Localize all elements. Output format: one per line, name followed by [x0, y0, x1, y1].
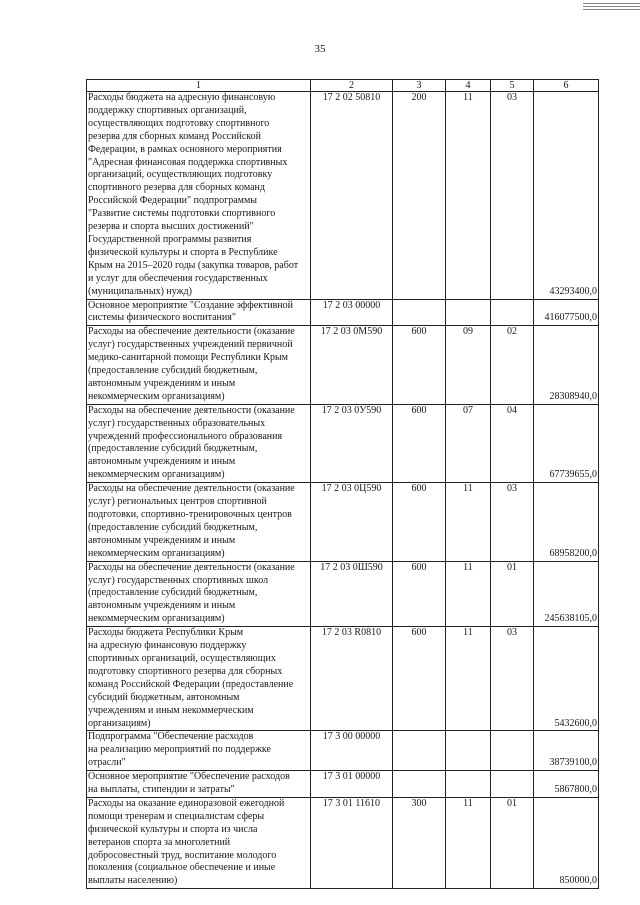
- description-line: Основное мероприятие "Создание эффективной: [88, 299, 294, 311]
- description-line: (предоставление субсидий бюджетным,: [88, 521, 258, 533]
- description-line: Основное мероприятие "Обеспечение расходов: [88, 771, 290, 783]
- description-line: медико-санитарной помощи Республики Крым: [88, 352, 289, 364]
- description-line: поддержку спортивных организаций,: [88, 104, 247, 116]
- description-line: Крым на 2015–2020 годы (закупка товаров, работ: [88, 259, 299, 271]
- budget-classification-code: 17 2 03 0Ш590: [311, 561, 393, 627]
- description-line: помощи тренерам и специалистам сферы: [88, 810, 265, 822]
- expense-type-code: 600: [393, 483, 446, 561]
- description-line: Расходы на оказание единоразовой ежегодной: [88, 797, 285, 809]
- description-line: Государственной программы развития: [88, 233, 252, 245]
- description-line: учреждениям и иным некоммерческим: [88, 704, 254, 716]
- section-code: [446, 731, 491, 771]
- description-line: некоммерческим организациям): [88, 547, 225, 559]
- table-row: [87, 627, 599, 731]
- table-row: [87, 797, 599, 888]
- table-row: [87, 299, 599, 326]
- budget-classification-code: 17 3 01 11610: [311, 797, 393, 888]
- subsection-code: 01: [491, 797, 534, 888]
- amount-value: 43293400,0: [534, 92, 599, 300]
- description-line: учреждений профессионального образования: [88, 430, 283, 442]
- section-code: 11: [446, 627, 491, 731]
- table-header: [87, 80, 599, 92]
- expense-type-code: [393, 299, 446, 326]
- description-line: Российской Федерации" подпрограммы: [88, 195, 258, 207]
- table-row: [87, 561, 599, 627]
- description-line: услуг) государственных образовательных: [88, 417, 266, 429]
- row-description: [87, 483, 311, 561]
- description-line: Расходы на обеспечение деятельности (оказание: [88, 561, 295, 573]
- row-description: [87, 771, 311, 798]
- section-code: 11: [446, 483, 491, 561]
- description-line: (предоставление субсидий бюджетным,: [88, 587, 258, 599]
- column-header-6: 6: [534, 80, 599, 92]
- description-line: Расходы на обеспечение деятельности (оказание: [88, 326, 295, 338]
- scan-corner-mark: [583, 0, 640, 18]
- description-line: Расходы на обеспечение деятельности (оказание: [88, 404, 295, 416]
- description-line: на адресную финансовую поддержку: [88, 640, 247, 652]
- row-description: [87, 404, 311, 482]
- description-line: Расходы бюджета на адресную финансовую: [88, 92, 276, 103]
- description-line: Федерации, в рамках основного мероприятия: [88, 143, 282, 155]
- header-row: [87, 80, 599, 92]
- subsection-code: 03: [491, 92, 534, 300]
- column-header-4: 4: [446, 80, 491, 92]
- description-line: спортивного резерва для сборных команд: [88, 182, 265, 194]
- column-header-5: 5: [491, 80, 534, 92]
- description-line: организаций, осуществляющих подготовку: [88, 169, 273, 181]
- table-row: [87, 771, 599, 798]
- description-line: добросовестный труд, воспитание молодого: [88, 849, 277, 861]
- description-line: спортивных организаций, осуществляющих: [88, 652, 276, 664]
- subsection-code: 03: [491, 483, 534, 561]
- section-code: 11: [446, 797, 491, 888]
- description-line: системы физического воспитания": [88, 312, 236, 324]
- description-line: и услуг для обеспечения государственных: [88, 272, 268, 284]
- row-description: [87, 731, 311, 771]
- subsection-code: [491, 731, 534, 771]
- table-row: [87, 483, 599, 561]
- table-row: [87, 92, 599, 300]
- amount-value: 5867800,0: [534, 771, 599, 798]
- section-code: [446, 771, 491, 798]
- description-line: осуществляющих подготовку спортивного: [88, 117, 270, 129]
- description-line: "Адресная финансовая поддержка спортивных: [88, 156, 288, 168]
- column-header-1: 1: [87, 80, 311, 92]
- row-description: [87, 299, 311, 326]
- description-line: некоммерческим организациям): [88, 390, 225, 402]
- expense-type-code: 600: [393, 326, 446, 404]
- table-row: [87, 326, 599, 404]
- table-row: [87, 731, 599, 771]
- description-line: (предоставление субсидий бюджетным,: [88, 365, 258, 377]
- description-line: поколения (социальное обеспечение и иные: [88, 862, 276, 874]
- description-line: организациям): [88, 717, 151, 729]
- expense-type-code: 600: [393, 404, 446, 482]
- subsection-code: [491, 771, 534, 798]
- amount-value: 850000,0: [534, 797, 599, 888]
- row-description: [87, 797, 311, 888]
- description-line: на выплаты, стипендии и затраты": [88, 784, 235, 796]
- description-line: ветеранов спорта за многолетний: [88, 836, 231, 848]
- description-line: физической культуры и спорта в Республике: [88, 246, 278, 258]
- section-code: 07: [446, 404, 491, 482]
- description-line: команд Российской Федерации (предоставление: [88, 678, 294, 690]
- budget-classification-code: 17 2 03 R0810: [311, 627, 393, 731]
- column-header-2: 2: [311, 80, 393, 92]
- budget-classification-code: 17 2 03 0У590: [311, 404, 393, 482]
- section-code: 11: [446, 561, 491, 627]
- description-line: услуг) государственных учреждений первичной: [88, 339, 293, 351]
- description-line: некоммерческим организациям): [88, 469, 225, 481]
- table-row: [87, 404, 599, 482]
- budget-classification-code: 17 3 00 00000: [311, 731, 393, 771]
- description-line: Расходы на обеспечение деятельности (оказание: [88, 483, 295, 495]
- budget-classification-code: 17 3 01 00000: [311, 771, 393, 798]
- description-line: резерва для сборных команд Российской: [88, 130, 261, 142]
- description-line: автономным учреждениям и иным: [88, 377, 236, 389]
- subsection-code: 01: [491, 561, 534, 627]
- budget-classification-code: 17 2 03 0Ц590: [311, 483, 393, 561]
- amount-value: 67739655,0: [534, 404, 599, 482]
- expense-type-code: 200: [393, 92, 446, 300]
- description-line: (предоставление субсидий бюджетным,: [88, 443, 258, 455]
- description-line: на реализацию мероприятий по поддержке: [88, 744, 271, 756]
- amount-value: 416077500,0: [534, 299, 599, 326]
- description-line: физической культуры и спорта из числа: [88, 823, 258, 835]
- budget-classification-code: 17 2 03 00000: [311, 299, 393, 326]
- description-line: некоммерческим организациям): [88, 613, 225, 625]
- page-number: 35: [314, 43, 326, 55]
- description-line: выплаты населению): [88, 875, 178, 887]
- row-description: [87, 326, 311, 404]
- amount-value: 68958200,0: [534, 483, 599, 561]
- budget-classification-code: 17 2 02 50810: [311, 92, 393, 300]
- amount-value: 5432600,0: [534, 627, 599, 731]
- description-line: (муниципальных) нужд): [88, 285, 192, 297]
- section-code: 11: [446, 92, 491, 300]
- section-code: 09: [446, 326, 491, 404]
- description-line: автономным учреждениям и иным: [88, 600, 236, 612]
- expense-type-code: [393, 771, 446, 798]
- description-line: "Развитие системы подготовки спортивного: [88, 208, 276, 220]
- expense-type-code: 300: [393, 797, 446, 888]
- description-line: отрасли": [88, 757, 126, 769]
- section-code: [446, 299, 491, 326]
- subsection-code: 03: [491, 627, 534, 731]
- description-line: автономным учреждениям и иным: [88, 534, 236, 546]
- budget-table: [86, 79, 599, 889]
- subsection-code: 02: [491, 326, 534, 404]
- description-line: услуг) региональных центров спортивной: [88, 496, 267, 508]
- description-line: резерва и спорта высших достижений": [88, 221, 254, 233]
- table-body: [87, 92, 599, 889]
- expense-type-code: 600: [393, 561, 446, 627]
- row-description: [87, 92, 311, 300]
- amount-value: 245638105,0: [534, 561, 599, 627]
- row-description: [87, 627, 311, 731]
- row-description: [87, 561, 311, 627]
- expense-type-code: 600: [393, 627, 446, 731]
- column-header-3: 3: [393, 80, 446, 92]
- description-line: субсидий бюджетным, автономным: [88, 691, 240, 703]
- subsection-code: 04: [491, 404, 534, 482]
- description-line: услуг) государственных спортивных школ: [88, 574, 269, 586]
- description-line: Расходы бюджета Республики Крым: [88, 627, 244, 639]
- amount-value: 38739100,0: [534, 731, 599, 771]
- description-line: подготовку спортивного резерва для сборных: [88, 665, 283, 677]
- description-line: Подпрограмма "Обеспечение расходов: [88, 731, 254, 743]
- description-line: подготовки, спортивно-тренировочных центров: [88, 509, 292, 520]
- amount-value: 28308940,0: [534, 326, 599, 404]
- budget-classification-code: 17 2 03 0М590: [311, 326, 393, 404]
- subsection-code: [491, 299, 534, 326]
- expense-type-code: [393, 731, 446, 771]
- description-line: автономным учреждениям и иным: [88, 456, 236, 468]
